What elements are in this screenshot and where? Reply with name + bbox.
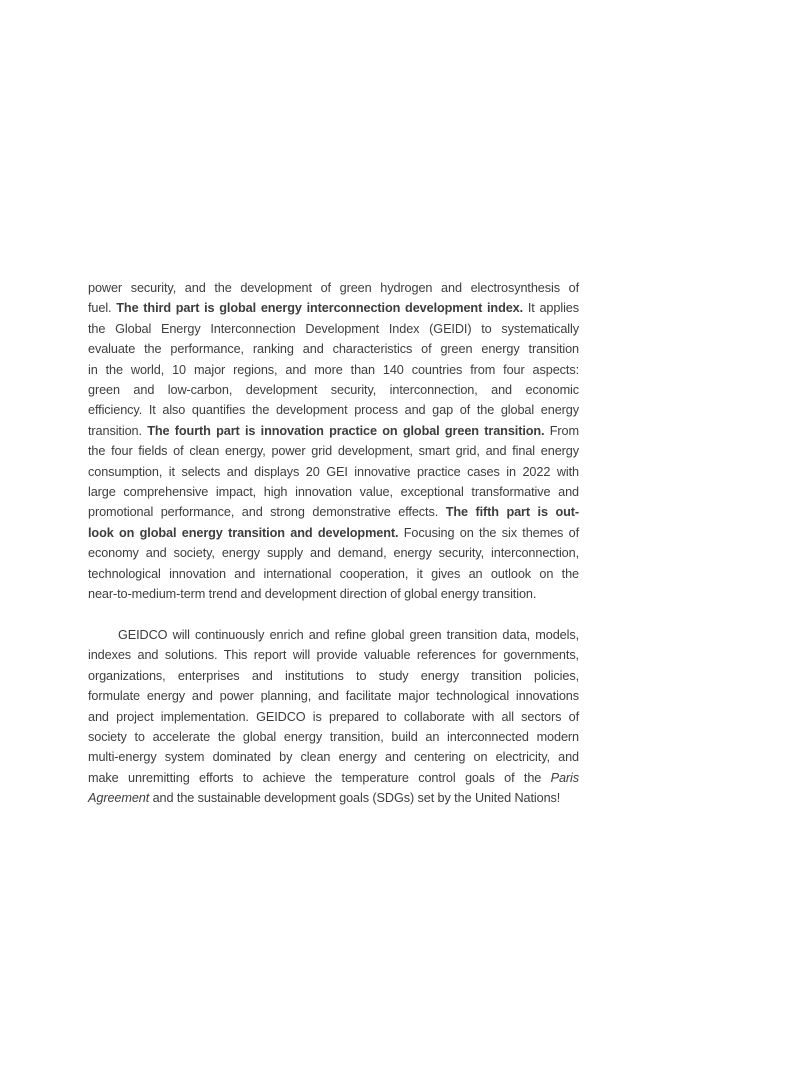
text-run: look on global energy transition and development.: [88, 525, 399, 540]
text-line: [88, 543, 579, 563]
text-run: near-to-medium-term trend and development direction of global energy transition.: [88, 587, 537, 602]
text-line: [88, 441, 579, 461]
text-line: [88, 523, 579, 543]
text-line: [88, 360, 579, 380]
text-run: the Global Energy Interconnection Development Index (GEIDI) to systematically: [88, 321, 579, 336]
text-run: consumption, it selects and displays 20 GEI innovative practice cases in 2022 with: [88, 464, 579, 479]
text-run: society to accelerate the global energy transition, build an interconnected modern: [88, 729, 579, 744]
text-run: in the world, 10 major regions, and more than 140 countries from four aspects:: [88, 362, 579, 377]
paragraph: [88, 278, 579, 605]
text-line: [88, 768, 579, 788]
text-run: evaluate the performance, ranking and characteristics of green energy transition: [88, 342, 579, 357]
text-run: and the sustainable development goals (SDGs) set by the United Nations!: [149, 791, 561, 806]
text-run: multi-energy system dominated by clean energy and centering on electricity, and: [88, 750, 579, 765]
text-line: [88, 380, 579, 400]
text-run: large comprehensive impact, high innovation value, exceptional transformative and: [88, 485, 579, 500]
text-run: The fifth part is out-: [445, 505, 579, 520]
text-run: technological innovation and international cooperation, it gives an outlook on the: [88, 566, 579, 581]
body-text: [88, 278, 579, 809]
text-line: [88, 421, 579, 441]
text-line: [88, 502, 579, 522]
text-run: promotional performance, and strong demonstrative effects.: [88, 505, 446, 520]
text-run: It applies: [523, 301, 579, 316]
text-run: Paris: [550, 770, 579, 785]
text-run: The third part is global energy interconnection development index.: [116, 301, 524, 316]
text-line: [88, 686, 579, 706]
text-line: [88, 564, 579, 584]
text-run: Focusing on the six themes of: [398, 525, 580, 540]
text-run: The fourth part is innovation practice on global green transition.: [147, 423, 545, 438]
text-line: [88, 482, 579, 502]
text-line: [88, 400, 579, 420]
text-line: [88, 584, 579, 604]
text-run: fuel.: [88, 301, 117, 316]
text-run: economy and society, energy supply and demand, energy security, interconnection,: [88, 546, 579, 561]
text-run: the four fields of clean energy, power grid development, smart grid, and final energy: [88, 444, 579, 459]
text-run: Agreement: [88, 791, 150, 806]
text-run: and project implementation. GEIDCO is prepared to collaborate with all sectors of: [88, 709, 579, 724]
text-line: [88, 278, 579, 298]
text-line: [88, 727, 579, 747]
text-run: From: [544, 423, 579, 438]
text-line: [88, 625, 579, 645]
text-line: [88, 707, 579, 727]
text-run: make unremitting efforts to achieve the temperature control goals of the: [88, 770, 551, 785]
text-run: transition.: [88, 423, 148, 438]
text-line: [88, 788, 579, 808]
text-run: efficiency. It also quantifies the development process and gap of the global energy: [88, 403, 579, 418]
text-run: green and low-carbon, development security, interconnection, and economic: [88, 383, 579, 398]
text-line: [88, 747, 579, 767]
text-run: formulate energy and power planning, and facilitate major technological innovations: [88, 689, 579, 704]
text-run: GEIDCO will continuously enrich and refine global green transition data, models,: [118, 627, 579, 642]
text-line: [88, 645, 579, 665]
text-run: indexes and solutions. This report will provide valuable references for governments,: [88, 648, 579, 663]
text-run: organizations, enterprises and institutions to study energy transition policies,: [88, 668, 579, 683]
text-line: [88, 462, 579, 482]
text-line: [88, 666, 579, 686]
text-run: power security, and the development of green hydrogen and electrosynthesis of: [88, 281, 579, 295]
paragraph: [88, 625, 579, 809]
text-line: [88, 298, 579, 318]
text-line: [88, 319, 579, 339]
text-line: [88, 339, 579, 359]
